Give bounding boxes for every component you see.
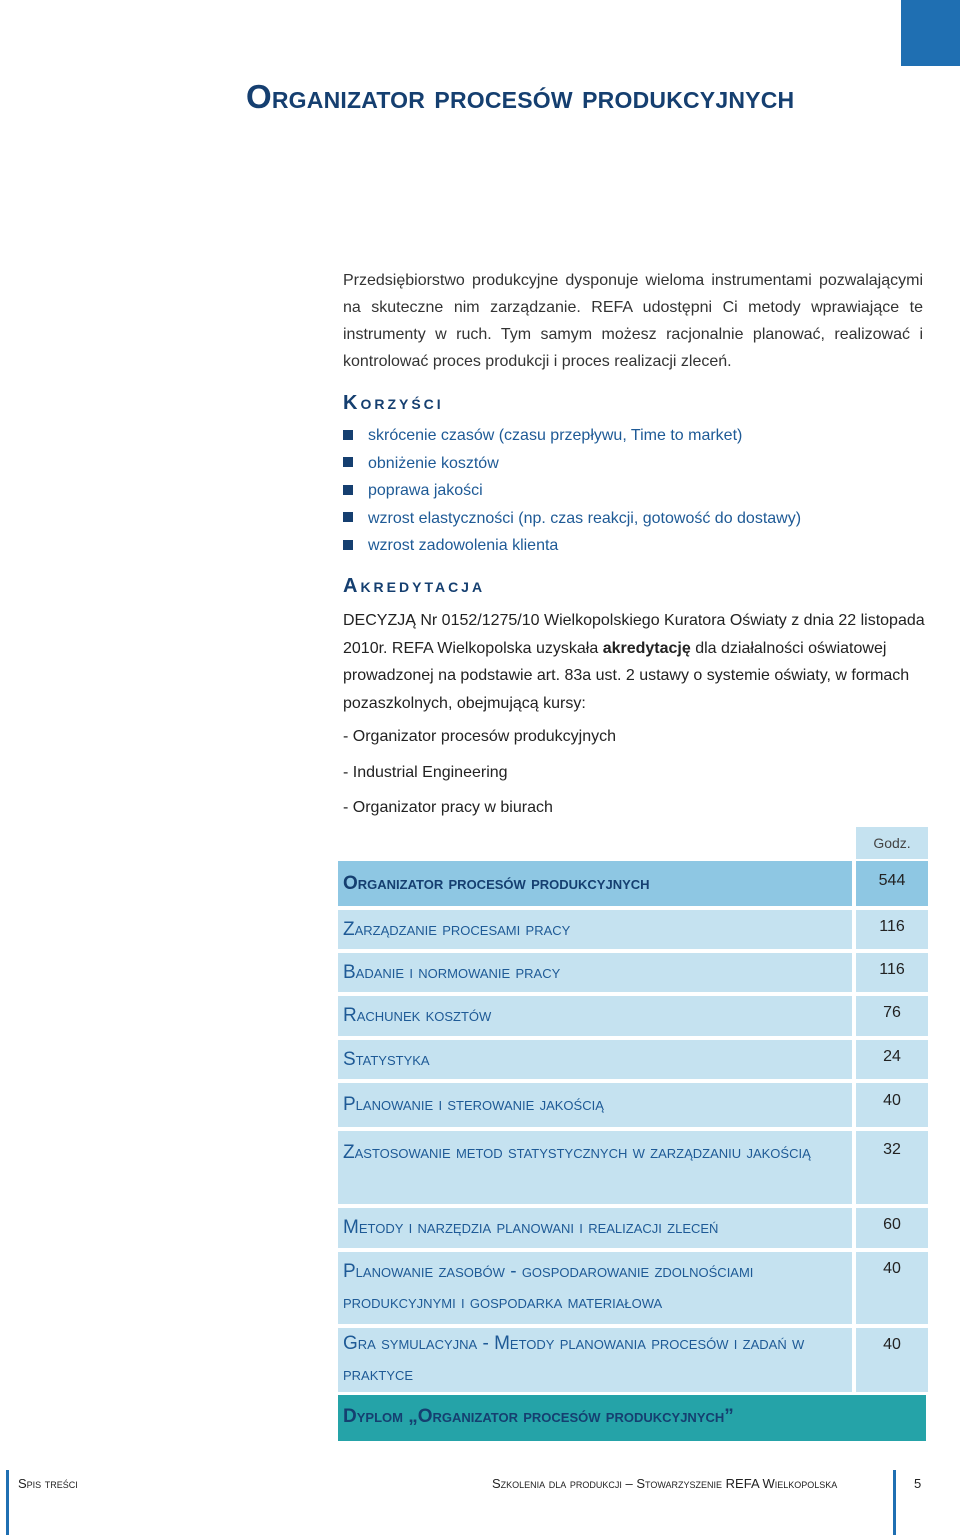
program-row-hours: 40 <box>856 1252 928 1324</box>
accreditation-body <box>343 607 928 824</box>
program-row-hours: 32 <box>856 1131 928 1204</box>
program-row-hours: 544 <box>856 861 928 906</box>
course-item: - Industrial Engineering <box>343 763 508 781</box>
square-bullet-icon <box>343 512 353 522</box>
course-item: - Organizator pracy w biurach <box>343 799 553 816</box>
program-row-hours: 40 <box>856 1083 928 1127</box>
program-row-title: Rachunek kosztów <box>338 996 852 1036</box>
diploma-row: Dyplom „Organizator procesów produkcyjnych” <box>338 1395 926 1441</box>
program-row-hours: 76 <box>856 996 928 1036</box>
footer-title: Szkolenia dla produkcji – Stowarzyszenie REFA Wielkopolska <box>492 1476 838 1491</box>
corner-accent <box>901 0 960 66</box>
program-row-title: Organizator procesów produkcyjnych <box>338 861 852 906</box>
program-row-hours: 116 <box>856 953 928 992</box>
hours-header: Godz. <box>856 827 928 859</box>
toc-link[interactable]: Spis treści <box>18 1476 78 1491</box>
accreditation-text <box>343 607 928 717</box>
course-item: - Organizator procesów produkcyjnych <box>343 728 617 745</box>
benefit-text: poprawa jakości <box>368 482 483 499</box>
benefits-list <box>343 422 801 560</box>
program-row-title: Zastosowanie metod statystycznych w zarządzaniu jakością <box>338 1131 852 1204</box>
list-item <box>343 532 801 560</box>
accreditation-bold: akredytację <box>602 639 691 657</box>
list-item <box>343 450 801 478</box>
benefit-text: wzrost elastyczności (np. czas reakcji, gotowość do dostawy) <box>368 509 802 527</box>
program-row-title: Badanie i normowanie pracy <box>338 953 852 992</box>
footer-right-rule <box>893 1470 896 1535</box>
program-row-title: Planowanie zasobów - gospodarowanie zdolnościami produkcyjnymi i gospodarka materiałowa <box>338 1252 852 1324</box>
program-row-title: Planowanie i sterowanie jakością <box>338 1083 852 1127</box>
footer-left-rule <box>6 1470 9 1535</box>
accreditation-text-start: DECYZJĄ Nr 0152/1275/10 Wielkopolskiego Kuratora Oświaty z dnia 22 listopada 2010r. REFA Wielkopolska uzyskała <box>343 612 925 657</box>
square-bullet-icon <box>343 540 353 550</box>
page-title: Organizator procesów produkcyjnych <box>246 78 795 115</box>
program-row-hours: 24 <box>856 1040 928 1079</box>
list-item <box>343 422 801 450</box>
benefit-text: obniżenie kosztów <box>368 454 499 472</box>
benefits-heading: Korzyści <box>343 392 444 414</box>
page-number: 5 <box>914 1476 922 1491</box>
square-bullet-icon <box>343 430 353 440</box>
list-item <box>343 477 801 505</box>
program-row-title: Zarządzanie procesami pracy <box>338 910 852 949</box>
program-row-title: Gra symulacyjna - Metody planowania procesów i zadań w praktyce <box>338 1328 852 1392</box>
intro-paragraph: Przedsiębiorstwo produkcyjne dysponuje wieloma instrumentami pozwalającymi na skuteczne nim zarządzanie. REFA udostępni Ci metody wprawiające te instrumenty w ruch. Tym samym możesz racjonalnie planować, realizować i kontrolować proces produkcji i proces realizacji zleceń. <box>343 272 923 370</box>
program-row-hours: 116 <box>856 910 928 949</box>
accreditation-text-end: dla działalności oświatowej prowadzonej na podstawie art. 83a ust. 2 ustawy o systemie oświaty, w formach pozaszkolnych, obejmującą kursy: <box>343 639 910 712</box>
benefit-text: skrócenie czasów (czasu przepływu, Time to market) <box>368 427 743 444</box>
program-row-hours: 60 <box>856 1208 928 1248</box>
program-row-title: Metody i narzędzia planowani i realizacji zleceń <box>338 1208 852 1248</box>
program-row-hours: 40 <box>856 1328 928 1392</box>
accreditation-heading: Akredytacja <box>343 575 486 597</box>
square-bullet-icon <box>343 457 353 467</box>
program-row-title: Statystyka <box>338 1040 852 1079</box>
square-bullet-icon <box>343 485 353 495</box>
list-item <box>343 505 801 533</box>
benefit-text: wzrost zadowolenia klienta <box>368 537 559 554</box>
